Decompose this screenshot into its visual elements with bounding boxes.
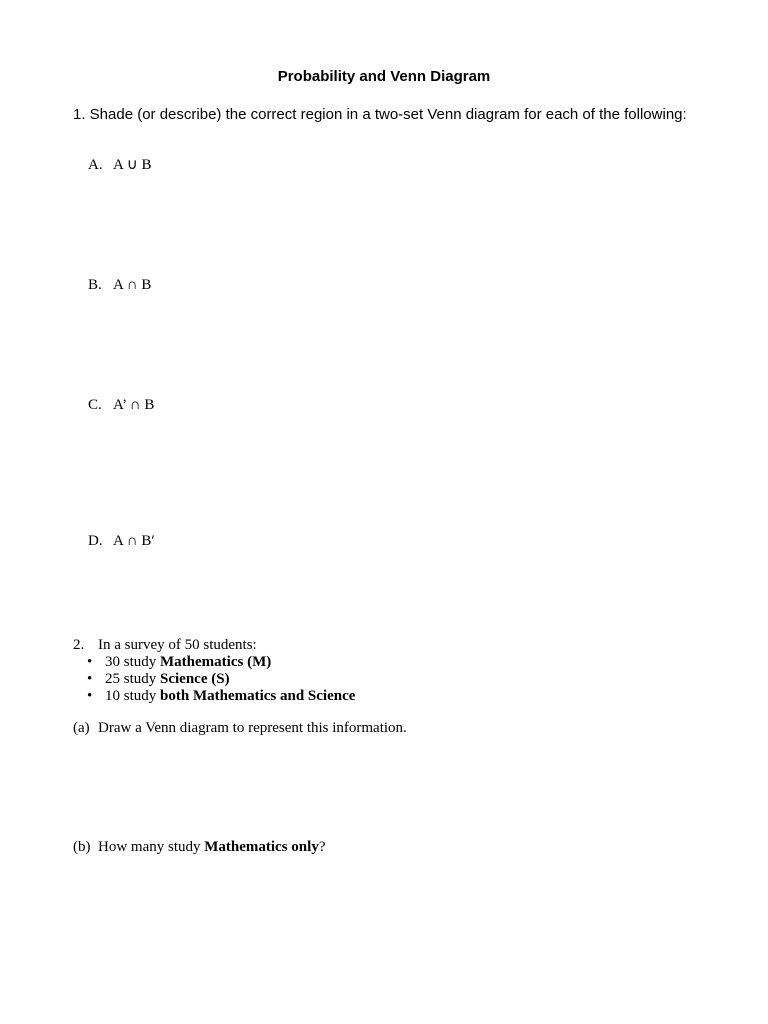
item-text: 10 study	[105, 688, 161, 704]
list-item	[73, 671, 693, 688]
part-label: B.	[88, 277, 102, 293]
intro-text: In a survey of 50 students:	[98, 637, 257, 653]
question-2	[73, 637, 693, 705]
question-number: 2.	[73, 637, 85, 653]
part-expression: A’ ∩ B	[113, 397, 155, 413]
question-1-part-c	[73, 380, 154, 431]
bullet-icon: •	[87, 688, 93, 704]
question-1-part-d	[73, 516, 155, 567]
item-bold-text: both Mathematics and Science	[160, 688, 356, 704]
question-1-part-b	[73, 260, 151, 311]
list-item	[73, 654, 693, 671]
item-bold-text: Science (S)	[160, 671, 230, 687]
question-1-part-a	[73, 140, 152, 191]
page-title: Probability and Venn Diagram	[277, 68, 491, 85]
part-label: A.	[88, 157, 103, 173]
part-label: D.	[88, 533, 103, 549]
part-expression: A ∩ B′	[113, 533, 155, 549]
sub-label: (a)	[73, 720, 90, 736]
part-expression: A ∪ B	[113, 157, 152, 173]
sub-label: (b)	[73, 839, 91, 855]
item-text: 30 study	[105, 654, 161, 670]
bullet-icon: •	[87, 671, 93, 687]
sub-text: How many study	[98, 839, 205, 855]
sub-text: Draw a Venn diagram to represent this information.	[98, 720, 407, 736]
part-label: C.	[88, 397, 102, 413]
question-2-sub-a	[73, 720, 693, 737]
list-item	[73, 688, 693, 705]
question-2-sub-b	[73, 839, 693, 856]
question-2-intro	[73, 637, 693, 654]
question-1-text: 1. Shade (or describe) the correct region in a two-set Venn diagram for each of the following:	[73, 106, 687, 123]
bullet-icon: •	[87, 654, 93, 670]
part-expression: A ∩ B	[113, 277, 152, 293]
sub-bold-text: Mathematics only	[204, 839, 319, 855]
survey-list	[73, 654, 693, 705]
sub-text-end: ?	[318, 839, 326, 855]
item-bold-text: Mathematics (M)	[160, 654, 272, 670]
item-text: 25 study	[105, 671, 161, 687]
